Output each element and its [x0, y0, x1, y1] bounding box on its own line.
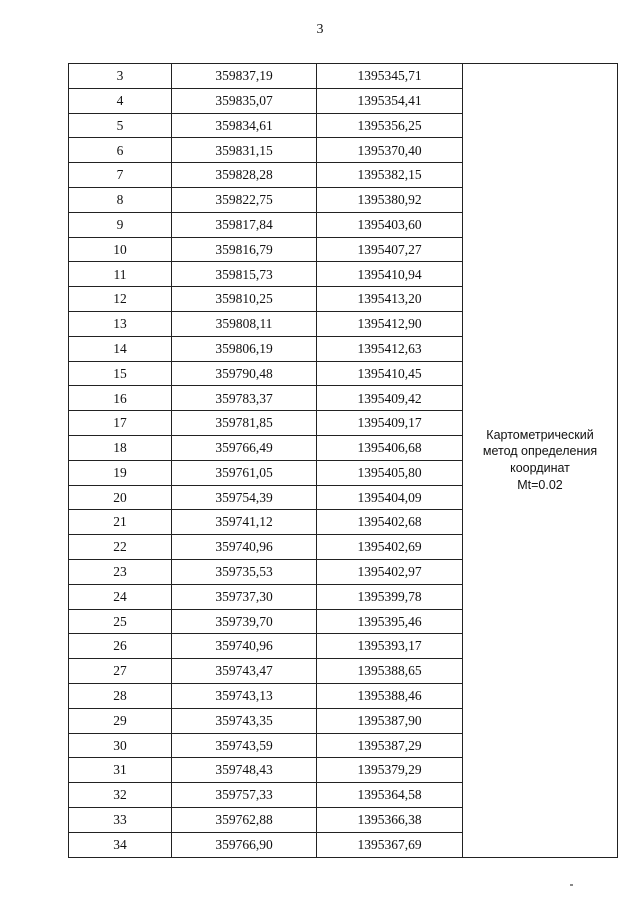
x-coordinate-cell: 359816,79 — [172, 237, 317, 262]
coordinates-table — [68, 63, 618, 858]
page-number: 3 — [316, 22, 324, 37]
x-coordinate-cell: 359806,19 — [172, 336, 317, 361]
y-coordinate-cell: 1395370,40 — [317, 138, 463, 163]
y-coordinate-cell: 1395399,78 — [317, 584, 463, 609]
x-coordinate-cell: 359834,61 — [172, 113, 317, 138]
point-number-cell: 18 — [69, 435, 172, 460]
y-coordinate-cell: 1395412,63 — [317, 336, 463, 361]
y-coordinate-cell: 1395405,80 — [317, 460, 463, 485]
y-coordinate-cell: 1395364,58 — [317, 783, 463, 808]
y-coordinate-cell: 1395413,20 — [317, 287, 463, 312]
y-coordinate-cell: 1395412,90 — [317, 311, 463, 336]
coordinates-table-body — [69, 64, 618, 858]
point-number-cell: 21 — [69, 510, 172, 535]
point-number-cell: 6 — [69, 138, 172, 163]
x-coordinate-cell: 359737,30 — [172, 584, 317, 609]
point-number-cell: 24 — [69, 584, 172, 609]
y-coordinate-cell: 1395409,17 — [317, 411, 463, 436]
x-coordinate-cell: 359810,25 — [172, 287, 317, 312]
y-coordinate-cell: 1395382,15 — [317, 163, 463, 188]
y-coordinate-cell: 1395387,29 — [317, 733, 463, 758]
x-coordinate-cell: 359748,43 — [172, 758, 317, 783]
point-number-cell: 12 — [69, 287, 172, 312]
point-number-cell: 10 — [69, 237, 172, 262]
point-number-cell: 29 — [69, 708, 172, 733]
point-number-cell: 27 — [69, 659, 172, 684]
point-number-cell: 20 — [69, 485, 172, 510]
x-coordinate-cell: 359766,90 — [172, 832, 317, 857]
table-row — [69, 64, 618, 89]
x-coordinate-cell: 359743,47 — [172, 659, 317, 684]
y-coordinate-cell: 1395345,71 — [317, 64, 463, 89]
x-coordinate-cell: 359808,11 — [172, 311, 317, 336]
y-coordinate-cell: 1395379,29 — [317, 758, 463, 783]
x-coordinate-cell: 359741,12 — [172, 510, 317, 535]
x-coordinate-cell: 359828,28 — [172, 163, 317, 188]
scan-speck-mark — [570, 884, 573, 886]
point-number-cell: 16 — [69, 386, 172, 411]
point-number-cell: 14 — [69, 336, 172, 361]
point-number-cell: 9 — [69, 212, 172, 237]
y-coordinate-cell: 1395407,27 — [317, 237, 463, 262]
x-coordinate-cell: 359822,75 — [172, 187, 317, 212]
x-coordinate-cell: 359837,19 — [172, 64, 317, 89]
point-number-cell: 8 — [69, 187, 172, 212]
x-coordinate-cell: 359735,53 — [172, 559, 317, 584]
y-coordinate-cell: 1395367,69 — [317, 832, 463, 857]
x-coordinate-cell: 359783,37 — [172, 386, 317, 411]
method-description-cell — [463, 64, 618, 858]
x-coordinate-cell: 359781,85 — [172, 411, 317, 436]
method-description-line: метод определения — [482, 444, 598, 459]
point-number-cell: 7 — [69, 163, 172, 188]
x-coordinate-cell: 359766,49 — [172, 435, 317, 460]
y-coordinate-cell: 1395402,69 — [317, 535, 463, 560]
y-coordinate-cell: 1395409,42 — [317, 386, 463, 411]
point-number-cell: 23 — [69, 559, 172, 584]
point-number-cell: 15 — [69, 361, 172, 386]
point-number-cell: 28 — [69, 683, 172, 708]
method-description-line: координат — [510, 461, 570, 476]
x-coordinate-cell: 359757,33 — [172, 783, 317, 808]
x-coordinate-cell: 359743,13 — [172, 683, 317, 708]
point-number-cell: 31 — [69, 758, 172, 783]
x-coordinate-cell: 359815,73 — [172, 262, 317, 287]
y-coordinate-cell: 1395395,46 — [317, 609, 463, 634]
point-number-cell: 26 — [69, 634, 172, 659]
x-coordinate-cell: 359739,70 — [172, 609, 317, 634]
point-number-cell: 22 — [69, 535, 172, 560]
x-coordinate-cell: 359835,07 — [172, 88, 317, 113]
point-number-cell: 34 — [69, 832, 172, 857]
y-coordinate-cell: 1395406,68 — [317, 435, 463, 460]
x-coordinate-cell: 359790,48 — [172, 361, 317, 386]
point-number-cell: 5 — [69, 113, 172, 138]
method-description-line: Mt=0.02 — [517, 478, 563, 493]
point-number-cell: 3 — [69, 64, 172, 89]
point-number-cell: 32 — [69, 783, 172, 808]
y-coordinate-cell: 1395380,92 — [317, 187, 463, 212]
y-coordinate-cell: 1395403,60 — [317, 212, 463, 237]
x-coordinate-cell: 359831,15 — [172, 138, 317, 163]
y-coordinate-cell: 1395388,65 — [317, 659, 463, 684]
y-coordinate-cell: 1395387,90 — [317, 708, 463, 733]
y-coordinate-cell: 1395366,38 — [317, 807, 463, 832]
y-coordinate-cell: 1395410,45 — [317, 361, 463, 386]
y-coordinate-cell: 1395393,17 — [317, 634, 463, 659]
point-number-cell: 30 — [69, 733, 172, 758]
point-number-cell: 25 — [69, 609, 172, 634]
point-number-cell: 11 — [69, 262, 172, 287]
x-coordinate-cell: 359761,05 — [172, 460, 317, 485]
y-coordinate-cell: 1395410,94 — [317, 262, 463, 287]
y-coordinate-cell: 1395402,97 — [317, 559, 463, 584]
method-description-line: Картометрический — [486, 427, 594, 442]
x-coordinate-cell: 359743,35 — [172, 708, 317, 733]
x-coordinate-cell: 359754,39 — [172, 485, 317, 510]
y-coordinate-cell: 1395388,46 — [317, 683, 463, 708]
point-number-cell: 17 — [69, 411, 172, 436]
point-number-cell: 13 — [69, 311, 172, 336]
y-coordinate-cell: 1395354,41 — [317, 88, 463, 113]
x-coordinate-cell: 359762,88 — [172, 807, 317, 832]
x-coordinate-cell: 359740,96 — [172, 535, 317, 560]
point-number-cell: 33 — [69, 807, 172, 832]
x-coordinate-cell: 359743,59 — [172, 733, 317, 758]
point-number-cell: 4 — [69, 88, 172, 113]
x-coordinate-cell: 359740,96 — [172, 634, 317, 659]
y-coordinate-cell: 1395404,09 — [317, 485, 463, 510]
x-coordinate-cell: 359817,84 — [172, 212, 317, 237]
y-coordinate-cell: 1395402,68 — [317, 510, 463, 535]
point-number-cell: 19 — [69, 460, 172, 485]
y-coordinate-cell: 1395356,25 — [317, 113, 463, 138]
